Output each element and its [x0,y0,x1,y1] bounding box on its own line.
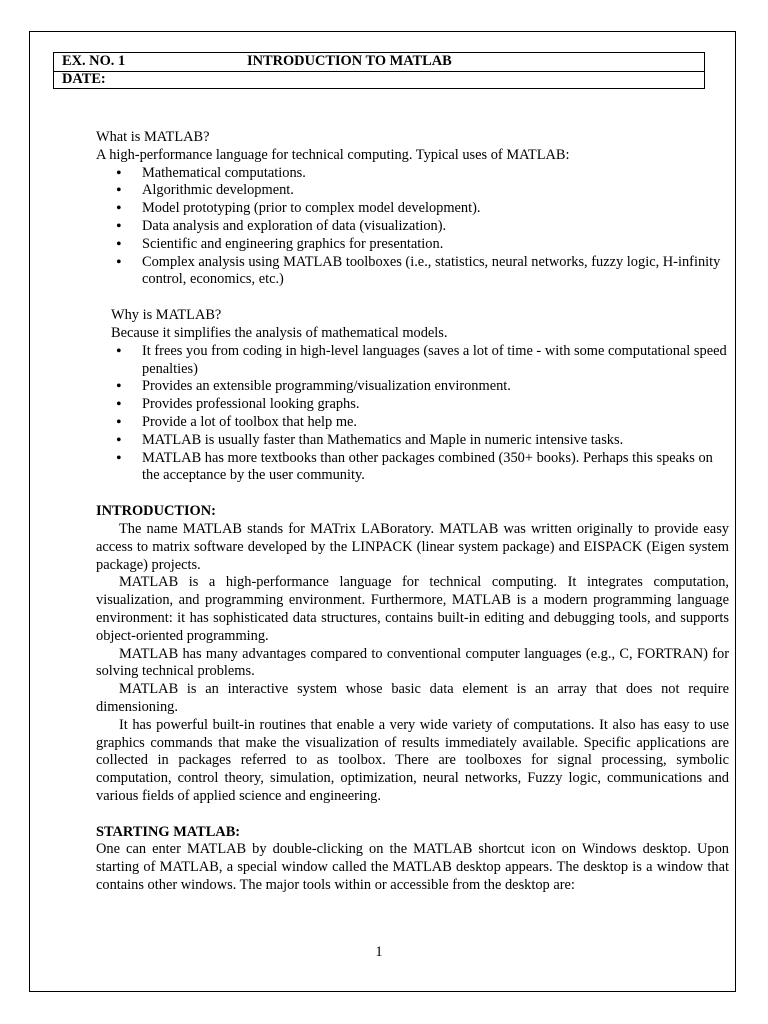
introduction-paragraph: MATLAB is a high-performance language for technical computing. It integrates computation, visualization, and programming environment. Furthermore, MATLAB is a modern programming language environment: it has sophisticated data structures, contains built-in editing and debugging tools, and supports object-oriented programming. [96,574,729,644]
list-item: • MATLAB has more textbooks than other packages combined (350+ books). Perhaps this speaks on the acceptance by the user community. [96,450,729,486]
list-item: • Provides an extensible programming/visualization environment. [96,378,729,396]
list-item: • Data analysis and exploration of data (visualization). [96,218,729,236]
list-item: • MATLAB is usually faster than Mathematics and Maple in numeric intensive tasks. [96,432,729,450]
header-table [53,52,705,89]
spacer [96,289,729,307]
introduction-paragraph: MATLAB has many advantages compared to conventional computer languages (e.g., C, FORTRAN) for solving technical problems. [96,645,729,680]
header-row-date [54,72,704,89]
list-item: • Provide a lot of toolbox that help me. [96,414,729,432]
spacer [96,806,729,824]
starting-heading: STARTING MATLAB: [96,823,241,840]
starting-paragraph: One can enter MATLAB by double-clicking on the MATLAB shortcut icon on Windows desktop. Upon starting of MATLAB, a special window called the MATLAB desktop appears. The desktop is a window that contains other windows. The major tools within or accessible from the desktop are: [96,841,729,894]
what-intro: A high-performance language for technical computing. Typical uses of MATLAB: [96,146,570,163]
document-body [96,129,729,895]
list-item: • Provides professional looking graphs. [96,396,729,414]
what-bullet-list [96,165,729,290]
list-item: • Complex analysis using MATLAB toolboxes (i.e., statistics, neural networks, fuzzy logic, H-infinity control, economics, etc.) [96,254,729,290]
introduction-paragraph: It has powerful built-in routines that enable a very wide variety of computations. It also has easy to use graphics commands that make the visualization of results immediately available. Specific applications are collected in packages referred to as toolbox. There are toolboxes for signal processing, symbolic computation, control theory, simulation, optimization, neural networks, Fuzzy logic, communications and various fields of applied science and engineering. [96,716,729,804]
list-item: • Model prototyping (prior to complex model development). [96,200,729,218]
page-number: 1 [375,944,383,960]
why-bullet-list [96,343,729,485]
why-question: Why is MATLAB? [111,307,222,324]
date-label: DATE: [62,71,106,87]
why-intro: Because it simplifies the analysis of mathematical models. [111,324,448,341]
introduction-heading: INTRODUCTION: [96,503,216,520]
list-item: • Mathematical computations. [96,165,729,183]
what-question: What is MATLAB? [96,129,210,145]
spacer [96,485,729,503]
exercise-title: INTRODUCTION TO MATLAB [247,53,452,69]
list-item: • Scientific and engineering graphics for presentation. [96,236,729,254]
introduction-paragraph: MATLAB is an interactive system whose basic data element is an array that does not require dimensioning. [96,681,729,715]
exercise-number: EX. NO. 1 [62,53,126,69]
list-item: • Algorithmic development. [96,182,729,200]
introduction-paragraph: The name MATLAB stands for MATrix LABoratory. MATLAB was written originally to provide easy access to matrix software developed by the LINPACK (linear system package) and EISPACK (Eigen system package) projects. [96,520,729,573]
header-row-title [54,53,704,72]
list-item: • It frees you from coding in high-level languages (saves a lot of time - with some computational speed penalties) [96,343,729,379]
